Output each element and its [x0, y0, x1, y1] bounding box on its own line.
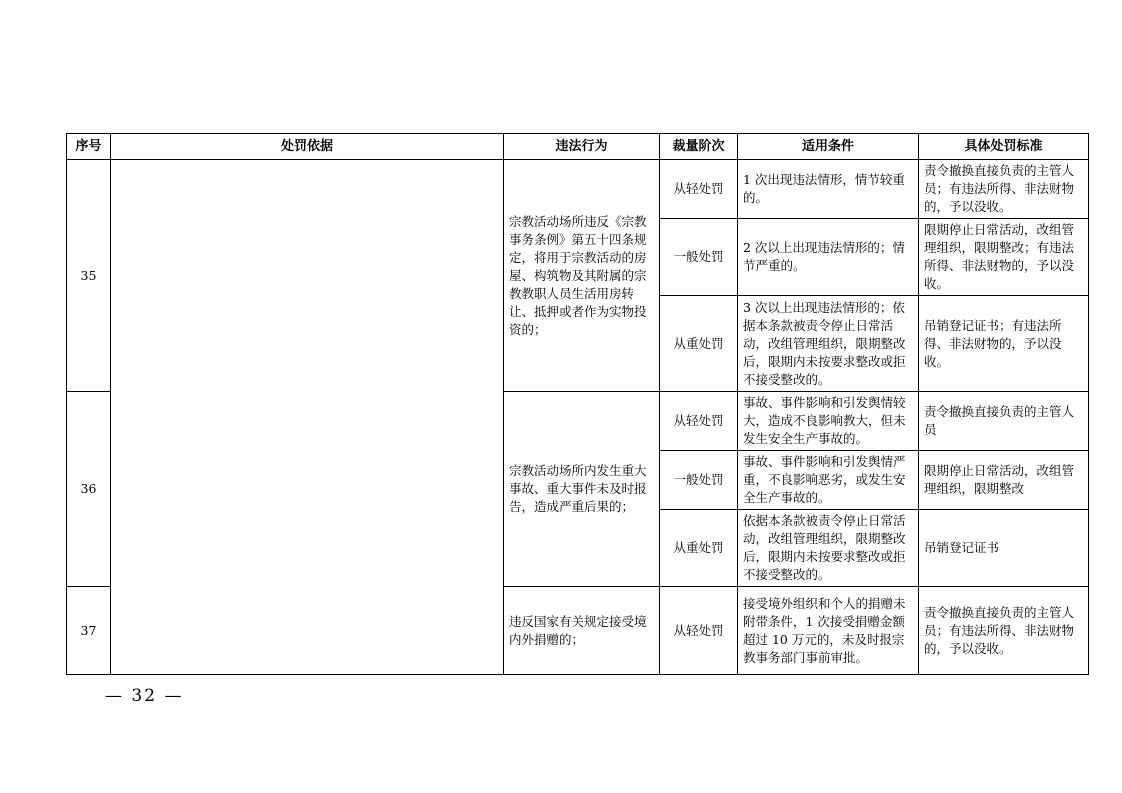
- penalty-level: 从轻处罚: [660, 587, 738, 675]
- violation-behavior: 宗教活动场所内发生重大事故、重大事件未及时报告，造成严重后果的；: [504, 392, 660, 587]
- header-basis: 处罚依据: [111, 134, 504, 160]
- applicable-condition: 1 次出现违法情形，情节较重的。: [738, 160, 919, 219]
- penalty-level: 从轻处罚: [660, 160, 738, 219]
- applicable-condition: 2 次以上出现违法情形的；情节严重的。: [738, 219, 919, 296]
- item-number: 37: [67, 587, 111, 675]
- penalty-table: [66, 133, 1089, 675]
- penalty-standard: 吊销登记证书: [919, 510, 1089, 587]
- penalty-level: 从重处罚: [660, 296, 738, 392]
- penalty-level: 一般处罚: [660, 219, 738, 296]
- penalty-basis-cell: [111, 160, 504, 675]
- applicable-condition: 依据本条款被责令停止日常活动，改组管理组织，限期整改后，限期内未按要求整改或拒不接受整改的。: [738, 510, 919, 587]
- header-level: 裁量阶次: [660, 134, 738, 160]
- penalty-standard: 吊销登记证书；有违法所得、非法财物的，予以没收。: [919, 296, 1089, 392]
- table-row: [67, 160, 1089, 219]
- violation-behavior: 违反国家有关规定接受境内外捐赠的；: [504, 587, 660, 675]
- penalty-level: 从重处罚: [660, 510, 738, 587]
- penalty-standard: 限期停止日常活动，改组管理组织，限期整改；有违法所得、非法财物的，予以没收。: [919, 219, 1089, 296]
- penalty-standard: 责令撤换直接负责的主管人员；有违法所得、非法财物的，予以没收。: [919, 587, 1089, 675]
- applicable-condition: 事故、事件影响和引发舆情严重，不良影响恶劣，或发生安全生产事故的。: [738, 451, 919, 510]
- page-number: — 32 —: [105, 686, 184, 706]
- applicable-condition: 3 次以上出现违法情形的；依据本条款被责令停止日常活动，改组管理组织，限期整改后，限期内未按要求整改或拒不接受整改的。: [738, 296, 919, 392]
- penalty-standard: 责令撤换直接负责的主管人员: [919, 392, 1089, 451]
- header-behavior: 违法行为: [504, 134, 660, 160]
- header-num: 序号: [67, 134, 111, 160]
- penalty-level: 从轻处罚: [660, 392, 738, 451]
- table-header-row: [67, 134, 1089, 160]
- header-condition: 适用条件: [738, 134, 919, 160]
- header-standard: 具体处罚标准: [919, 134, 1089, 160]
- penalty-level: 一般处罚: [660, 451, 738, 510]
- item-number: 35: [67, 160, 111, 392]
- violation-behavior: 宗教活动场所违反《宗教事务条例》第五十四条规定，将用于宗教活动的房屋、构筑物及其附属的宗教教职人员生活用房转让、抵押或者作为实物投资的；: [504, 160, 660, 392]
- penalty-standard: 限期停止日常活动，改组管理组织，限期整改: [919, 451, 1089, 510]
- item-number: 36: [67, 392, 111, 587]
- penalty-standard: 责令撤换直接负责的主管人员；有违法所得、非法财物的，予以没收。: [919, 160, 1089, 219]
- applicable-condition: 接受境外组织和个人的捐赠未附带条件，1 次接受捐赠金额超过 10 万元的，未及时报宗教事务部门事前审批。: [738, 587, 919, 675]
- applicable-condition: 事故、事件影响和引发舆情较大，造成不良影响教大，但未发生安全生产事故的。: [738, 392, 919, 451]
